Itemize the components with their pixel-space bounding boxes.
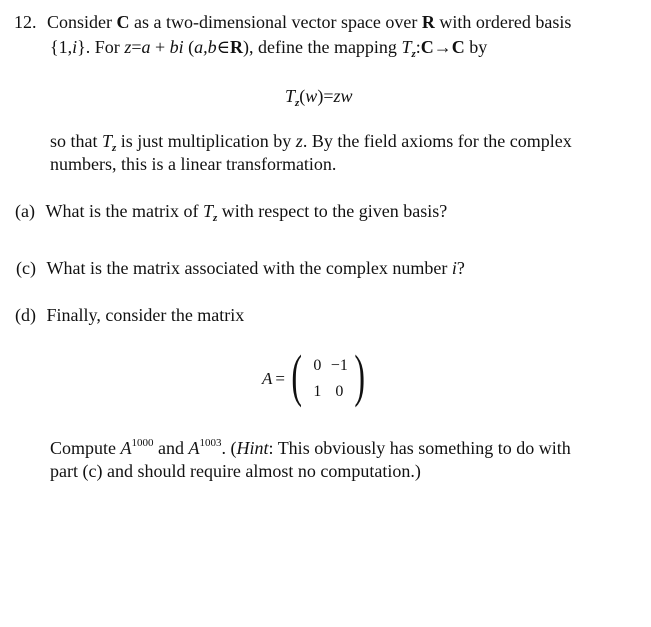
matrix-equals: = — [275, 369, 285, 388]
matrix-cell: −1 — [330, 357, 348, 374]
part-d: (d) Finally, consider the matrix — [15, 305, 245, 325]
matrix-grid — [306, 353, 350, 405]
matrix-cell: 1 — [313, 383, 322, 400]
part-c-label: (c) — [16, 258, 36, 278]
problem-line-2: {1,i}. For z=a + bi (a,b∈R), define the mapping $T_z:C\to C$ by — [50, 37, 488, 60]
matrix-name: A — [262, 369, 273, 388]
compute-line-1: Compute $A^{1000}$ and $A^{1003}$. (Hint: This obviously has something to do with — [50, 437, 571, 458]
compute-line-2: part (c) and should require almost no computation.) — [50, 461, 421, 481]
matrix-cell: 0 — [313, 357, 322, 374]
matrix-left-paren: ( — [291, 343, 302, 408]
matrix-right-paren: ) — [354, 343, 366, 408]
part-a: (a) What is the matrix of $T_z$ with respect to the given basis? — [15, 201, 448, 224]
part-a-label: (a) — [15, 201, 35, 221]
part-d-label: (d) — [15, 305, 36, 325]
problem-line-1: 12. Consider C as a two-dimensional vector space over R with ordered basis — [14, 12, 572, 32]
problem-number: 12. — [14, 12, 37, 32]
problem-line-4: numbers, this is a linear transformation. — [50, 154, 337, 174]
part-c: (c) What is the matrix associated with the complex number i? — [16, 258, 465, 278]
matrix-cell: 0 — [335, 383, 344, 400]
formula-tz: $T_z(w)=zw$ — [285, 86, 353, 109]
problem-line-3: so that $T_z$ is just multiplication by z. By the field axioms for the complex — [50, 131, 572, 154]
matrix-a — [262, 343, 370, 410]
